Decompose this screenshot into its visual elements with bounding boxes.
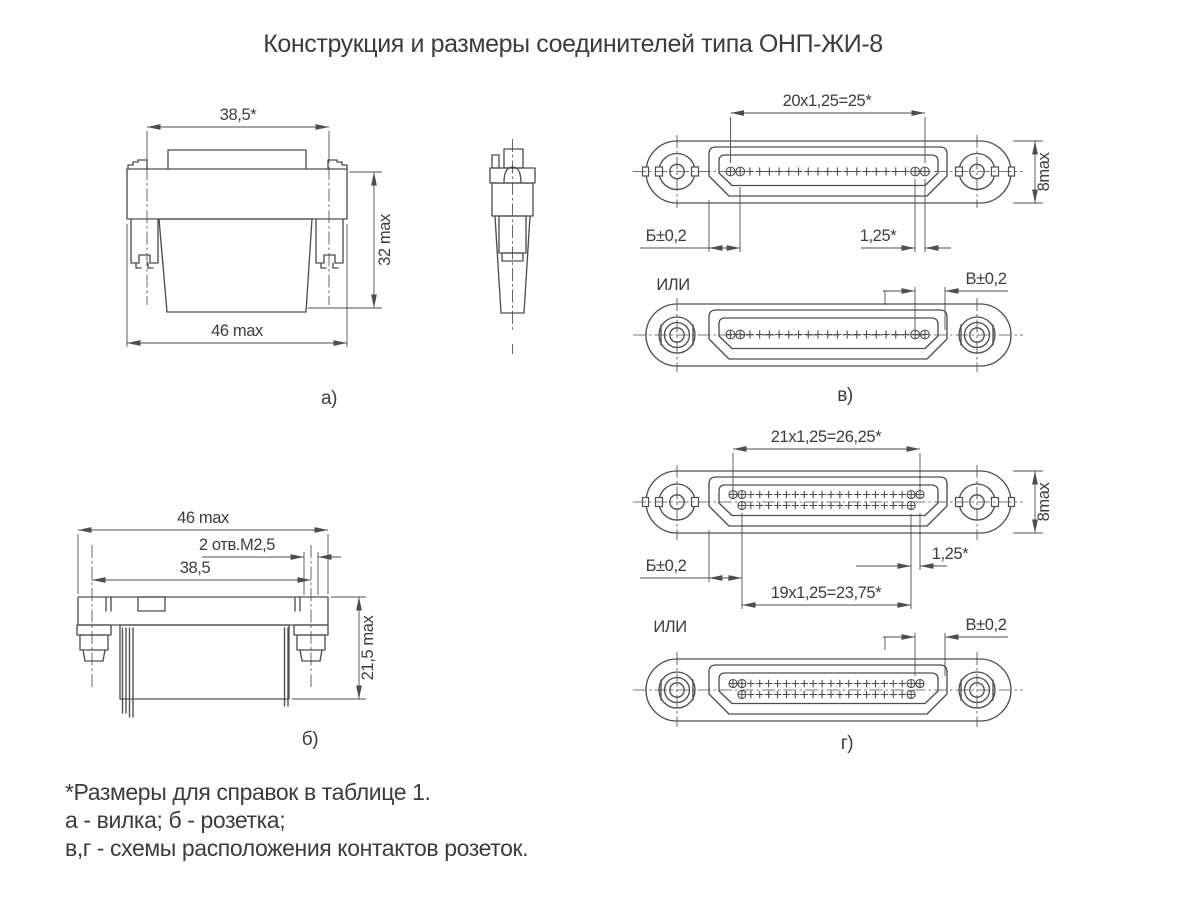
footnote-line-3: в,г - схемы расположения контактов розеток.	[65, 835, 529, 861]
footnote-line-2: а - вилка; б - розетка;	[65, 807, 286, 833]
view-b-label: б)	[301, 729, 319, 750]
view-v-socket-single-row	[633, 92, 1053, 406]
view-a-label: а)	[320, 388, 338, 409]
view-b-receptacle-side	[77, 509, 377, 750]
dim-g-pitch: 1,25*	[931, 545, 969, 563]
dim-b-holes: 2 отв.М2,5	[198, 536, 276, 554]
view-g-or-label: ИЛИ	[653, 618, 687, 636]
dim-g-b: Б±0,2	[645, 557, 687, 575]
dim-g-v: В±0,2	[965, 616, 1007, 634]
footnote-line-1: *Размеры для справок в таблице 1.	[65, 779, 431, 805]
dim-b-span: 38,5	[179, 559, 211, 577]
dim-g-height: 8max	[1035, 482, 1053, 522]
dim-v-b: Б±0,2	[645, 227, 687, 245]
contact-row-g2-top	[729, 679, 924, 687]
view-side-profile	[490, 139, 535, 354]
contact-row-g2-bottom	[738, 690, 915, 698]
dim-b-width-top: 46 max	[177, 509, 229, 527]
drawing-title: Конструкция и размеры соединителей типа ОНП-ЖИ-8	[263, 30, 883, 58]
view-g-socket-double-row	[633, 428, 1053, 754]
contact-row-v2	[726, 330, 929, 339]
contact-row-g1-top	[729, 490, 924, 498]
dim-a-width-top: 38,5*	[219, 106, 257, 124]
dim-g-row-bottom: 19х1,25=23,75*	[770, 584, 882, 602]
footnote	[65, 779, 528, 861]
view-g-label: г)	[840, 733, 854, 754]
dim-v-pitch: 1,25*	[859, 227, 897, 245]
view-v-or-label: ИЛИ	[656, 276, 690, 294]
contact-row-g1-bottom	[738, 501, 915, 509]
dim-a-width-bottom: 46 max	[211, 322, 263, 340]
dim-v-row: 20х1,25=25*	[782, 92, 872, 110]
dim-b-height: 21,5 max	[359, 615, 377, 681]
dim-g-row-top: 21х1,25=26,25*	[770, 428, 882, 446]
dim-v-v: В±0,2	[965, 270, 1007, 288]
dim-a-height: 32 max	[376, 214, 394, 266]
view-a-plug-front	[127, 106, 394, 409]
view-v-label: в)	[837, 385, 853, 406]
dim-v-height: 8max	[1035, 152, 1053, 192]
